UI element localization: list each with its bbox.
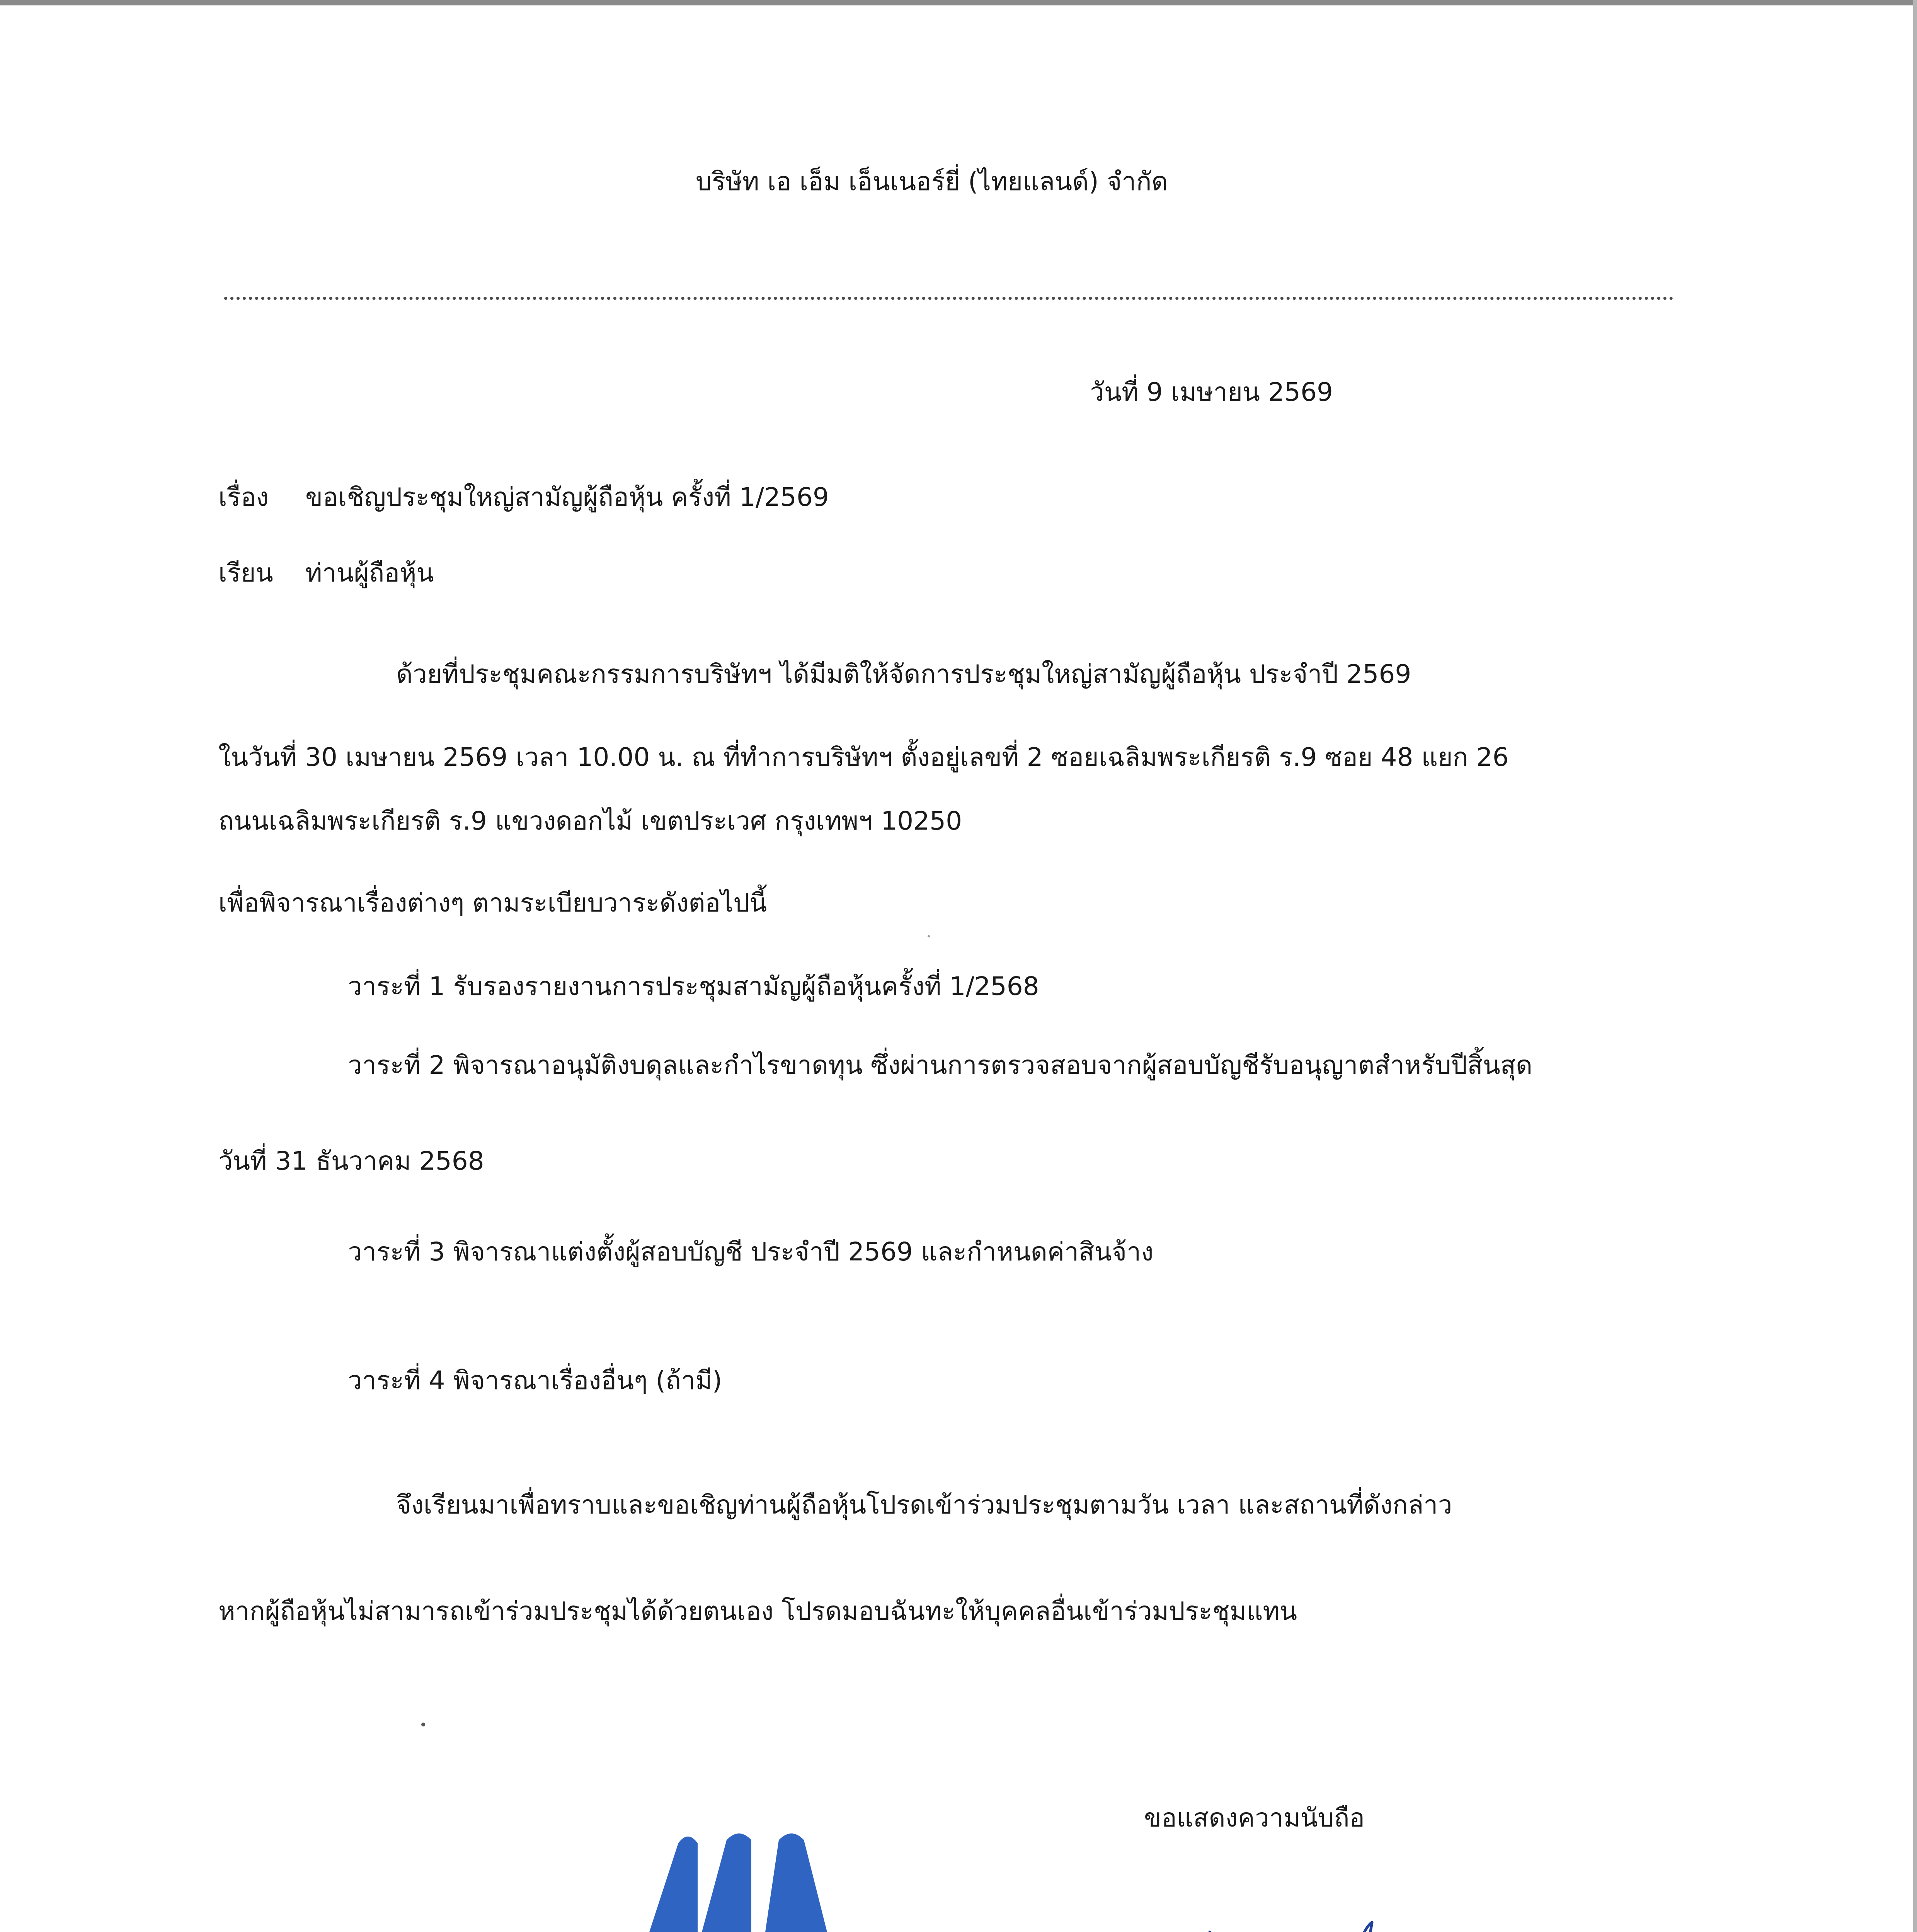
signature: [1167, 1886, 1453, 1932]
recipient-text: ท่านผู้ถือหุ้น: [305, 558, 434, 588]
closing-regards: ขอแสดงความนับถือ: [1144, 1803, 1365, 1833]
am-energy-logo-icon: [604, 1833, 949, 1932]
agenda-item-2-line-2: วันที่ 31 ธันวาคม 2568: [218, 1146, 484, 1176]
agenda-item-3: วาระที่ 3 พิจารณาแต่งตั้งผู้สอบบัญชี ประจำปี 2569 และกำหนดค่าสินจ้าง: [348, 1237, 1154, 1267]
agenda-item-2-line-1: วาระที่ 2 พิจารณาอนุมัติงบดุลและกำไรขาดทุน ซึ่งผ่านการตรวจสอบจากผู้สอบบัญชีรับอนุญาตสำหรับปีสิ้นสุด: [348, 1050, 1532, 1080]
intro-paragraph-line-1: ด้วยที่ประชุมคณะกรรมการบริษัทฯ ได้มีมติให้จัดการประชุมใหญ่สามัญผู้ถือหุ้น ประจำปี 2569: [396, 659, 1411, 689]
agenda-item-1: วาระที่ 1 รับรองรายงานการประชุมสามัญผู้ถือหุ้นครั้งที่ 1/2568: [348, 971, 1039, 1001]
scan-edge-right: [1913, 0, 1917, 1932]
company-stamp-logo: [595, 1816, 982, 1932]
letter-date: วันที่ 9 เมษายน 2569: [1090, 377, 1333, 407]
scan-speck: [928, 935, 930, 937]
scan-edge-top: [0, 0, 1917, 5]
scan-speck: [421, 1723, 425, 1726]
header-divider: [224, 297, 1674, 300]
intro-paragraph-line-4: เพื่อพิจารณาเรื่องต่างๆ ตามระเบียบวาระดังต่อไปนี้: [218, 888, 767, 918]
closing-paragraph-line-1: จึงเรียนมาเพื่อทราบและขอเชิญท่านผู้ถือหุ้นโปรดเข้าร่วมประชุมตามวัน เวลา และสถานที่ดังกล่าว: [396, 1490, 1452, 1520]
recipient-label: เรียน: [218, 558, 273, 588]
closing-paragraph-line-2: หากผู้ถือหุ้นไม่สามารถเข้าร่วมประชุมได้ด้วยตนเอง โปรดมอบฉันทะให้บุคคลอื่นเข้าร่วมประชุมแทน: [218, 1596, 1297, 1626]
intro-paragraph-line-2: ในวันที่ 30 เมษายน 2569 เวลา 10.00 น. ณ ที่ทำการบริษัทฯ ตั้งอยู่เลขที่ 2 ซอยเฉลิมพระเกียรติ ร.9 ซอย 48 แยก 26: [218, 742, 1509, 772]
intro-paragraph-line-3: ถนนเฉลิมพระเกียรติ ร.9 แขวงดอกไม้ เขตประเวศ กรุงเทพฯ 10250: [218, 806, 962, 836]
subject-label: เรื่อง: [218, 482, 269, 512]
subject-text: ขอเชิญประชุมใหญ่สามัญผู้ถือหุ้น ครั้งที่ 1/2569: [305, 482, 829, 512]
agenda-item-4: วาระที่ 4 พิจารณาเรื่องอื่นๆ (ถ้ามี): [348, 1366, 722, 1395]
company-header: บริษัท เอ เอ็ม เอ็นเนอร์ยี่ (ไทยแลนด์) จำกัด: [696, 167, 1168, 196]
